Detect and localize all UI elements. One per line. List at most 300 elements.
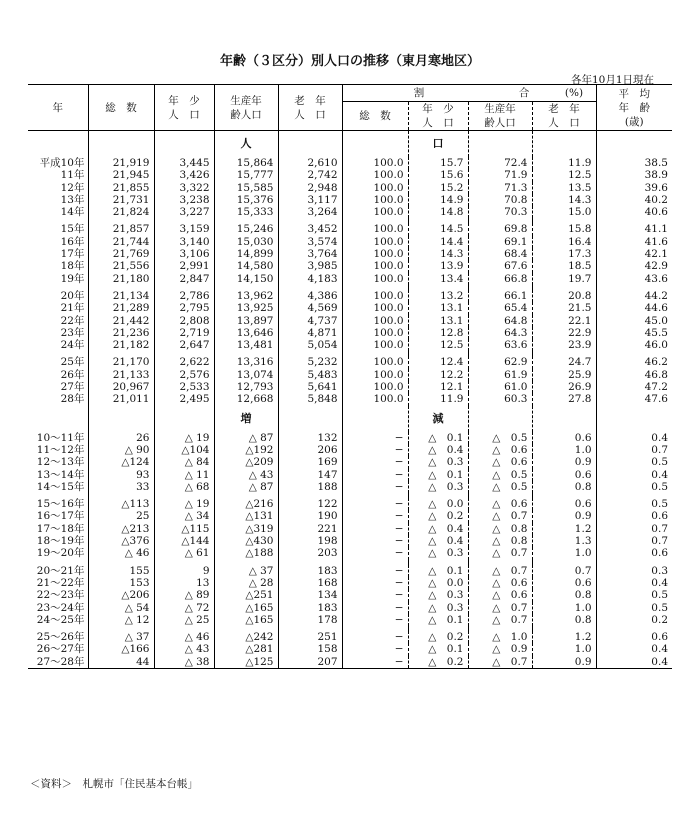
table-cell: 45.5	[596, 327, 672, 339]
row-year-label: 25年	[60, 356, 85, 369]
table-cell: 42.9	[596, 260, 672, 272]
table-cell: △ 11	[154, 469, 214, 481]
change-row	[28, 565, 672, 577]
table-cell: 2,795	[154, 302, 214, 314]
table-cell: △430	[214, 535, 278, 547]
table-cell: 12.2	[408, 369, 468, 381]
table-cell: △ 0.2	[408, 631, 468, 643]
table-cell: −	[342, 432, 408, 444]
table-cell: 1.0	[532, 602, 596, 614]
change-row	[28, 469, 672, 481]
table-cell: 42.1	[596, 248, 672, 260]
table-cell: 0.6	[596, 547, 672, 559]
table-cell: 12.5	[532, 169, 596, 181]
table-cell: 11.9	[408, 393, 468, 405]
population-row	[28, 194, 672, 206]
section-label: 増	[214, 406, 278, 432]
table-cell: △ 0.5	[468, 481, 532, 493]
table-body	[28, 131, 672, 669]
table-cell: 100.0	[342, 339, 408, 351]
table-cell: 0.2	[596, 614, 672, 626]
row-year-label: 15年	[60, 223, 85, 236]
header-old	[278, 85, 342, 131]
change-row	[28, 481, 672, 493]
change-row	[28, 631, 672, 643]
header-ratio-young-line2: 人 口	[422, 117, 454, 129]
row-year-label: 18～19年	[36, 535, 85, 548]
table-cell: 153	[88, 577, 154, 589]
table-cell: 21,744	[88, 236, 154, 248]
table-cell: 13.1	[408, 302, 468, 314]
table-cell: △ 1.0	[468, 631, 532, 643]
population-row	[28, 381, 672, 393]
table-cell: 0.5	[596, 589, 672, 601]
change-row	[28, 577, 672, 589]
table-cell: △ 37	[214, 565, 278, 577]
table-cell: 0.5	[596, 481, 672, 493]
table-cell: △ 0.3	[408, 456, 468, 468]
table-cell: 25.9	[532, 369, 596, 381]
row-year-label: 28年	[60, 393, 85, 406]
table-cell: 100.0	[342, 356, 408, 368]
table-cell: 43.6	[596, 273, 672, 285]
table-cell: △ 68	[154, 481, 214, 493]
table-cell: 100.0	[342, 182, 408, 194]
table-cell: △242	[214, 631, 278, 643]
header-ratio-young-line1: 年 少	[422, 103, 454, 115]
table-cell: 4,871	[278, 327, 342, 339]
table-cell: −	[342, 523, 408, 535]
table-cell: 4,386	[278, 290, 342, 302]
table-cell: △ 0.2	[408, 510, 468, 522]
table-cell: 0.7	[596, 523, 672, 535]
table-cell: △ 0.1	[408, 432, 468, 444]
table-cell: 21,133	[88, 369, 154, 381]
table-cell: 1.2	[532, 523, 596, 535]
table-cell: 3,426	[154, 169, 214, 181]
header-ratio-old-line2: 人 口	[548, 117, 580, 129]
table-cell: △ 89	[154, 589, 214, 601]
table-cell: 183	[278, 565, 342, 577]
table-cell: 3,238	[154, 194, 214, 206]
table-cell: △ 0.0	[408, 498, 468, 510]
table-cell: 21,236	[88, 327, 154, 339]
table-cell: 2,719	[154, 327, 214, 339]
header-ratio-old	[532, 102, 596, 131]
table-cell: 0.6	[532, 498, 596, 510]
table-cell: 15,777	[214, 169, 278, 181]
row-year-label: 15～16年	[36, 498, 85, 511]
table-cell: △104	[154, 444, 214, 456]
population-row	[28, 327, 672, 339]
table-cell: 2,786	[154, 290, 214, 302]
table-cell: △ 0.7	[468, 656, 532, 669]
population-row	[28, 157, 672, 169]
change-row	[28, 510, 672, 522]
row-year-label: 12～13年	[36, 456, 85, 469]
table-cell: 21,134	[88, 290, 154, 302]
table-cell: 15,030	[214, 236, 278, 248]
table-cell: 41.6	[596, 236, 672, 248]
header-avg-line2: 年 齢	[618, 101, 650, 114]
table-cell: 15,333	[214, 206, 278, 218]
table-cell: 0.5	[596, 602, 672, 614]
table-cell: 15,376	[214, 194, 278, 206]
section-label: 人	[214, 131, 278, 158]
table-cell: 40.6	[596, 206, 672, 218]
table-cell: 13.4	[408, 273, 468, 285]
table-cell: 100.0	[342, 290, 408, 302]
table-cell: △ 46	[88, 547, 154, 559]
table-cell: 12,668	[214, 393, 278, 405]
table-cell: △ 0.6	[468, 589, 532, 601]
table-cell: 45.0	[596, 315, 672, 327]
population-table	[28, 84, 672, 669]
source-note: ＜資料＞ 札幌市「住民基本台帳」	[30, 778, 198, 790]
table-cell: 46.8	[596, 369, 672, 381]
table-cell: 14.5	[408, 223, 468, 235]
table-cell: △ 43	[154, 643, 214, 655]
table-cell: △ 0.4	[408, 523, 468, 535]
table-cell: 13,646	[214, 327, 278, 339]
table-cell: 3,159	[154, 223, 214, 235]
table-cell: 100.0	[342, 302, 408, 314]
header-ratio-working	[468, 102, 532, 131]
header-working-line1: 生産年	[230, 94, 262, 107]
table-cell: 2,622	[154, 356, 214, 368]
table-cell: 100.0	[342, 327, 408, 339]
table-cell: 21,919	[88, 157, 154, 169]
table-cell: 13,316	[214, 356, 278, 368]
change-row	[28, 656, 672, 669]
row-year-label: 20年	[60, 289, 85, 302]
header-working-line2: 齢人口	[230, 108, 262, 121]
table-cell: △319	[214, 523, 278, 535]
table-cell: 21,289	[88, 302, 154, 314]
table-cell: △213	[88, 523, 154, 535]
table-cell: 33	[88, 481, 154, 493]
table-cell: 21,857	[88, 223, 154, 235]
table-cell: 14.9	[408, 194, 468, 206]
table-cell: 0.6	[596, 631, 672, 643]
table-cell: 44	[88, 656, 154, 669]
table-cell: 2,847	[154, 273, 214, 285]
row-year-label: 17～18年	[36, 522, 85, 535]
table-cell: 15.7	[408, 157, 468, 169]
table-cell: △ 0.8	[468, 535, 532, 547]
header-young-line1: 年 少	[168, 94, 200, 107]
table-cell: △ 61	[154, 547, 214, 559]
change-row	[28, 456, 672, 468]
table-cell: 41.1	[596, 223, 672, 235]
population-row	[28, 356, 672, 368]
table-cell: 40.2	[596, 194, 672, 206]
table-cell: △ 0.5	[468, 432, 532, 444]
table-cell: 21,170	[88, 356, 154, 368]
table-cell: △ 25	[154, 614, 214, 626]
table-cell: 0.6	[596, 510, 672, 522]
table-cell: △ 84	[154, 456, 214, 468]
table-cell: 69.1	[468, 236, 532, 248]
table-cell: △ 0.1	[408, 469, 468, 481]
header-old-line2: 人 口	[294, 108, 326, 121]
row-year-label: 26年	[60, 368, 85, 381]
table-cell: △188	[214, 547, 278, 559]
table-cell: 69.8	[468, 223, 532, 235]
table-cell: 15,246	[214, 223, 278, 235]
table-cell: △ 0.7	[468, 547, 532, 559]
table-cell: 1.0	[532, 444, 596, 456]
change-row	[28, 602, 672, 614]
table-cell: 0.6	[532, 577, 596, 589]
table-cell: 3,452	[278, 223, 342, 235]
table-cell: △ 0.3	[408, 481, 468, 493]
table-cell: 46.0	[596, 339, 672, 351]
row-year-label: 16年	[60, 235, 85, 248]
table-cell: △192	[214, 444, 278, 456]
table-cell: △ 0.1	[408, 614, 468, 626]
section-change	[28, 406, 672, 432]
table-cell: 3,106	[154, 248, 214, 260]
table-cell: △ 87	[214, 432, 278, 444]
header-ratio-char1: 割	[413, 87, 425, 99]
table-cell: 21,442	[88, 315, 154, 327]
table-cell: 100.0	[342, 169, 408, 181]
header-avg-line1: 平 均	[618, 87, 650, 100]
table-cell: −	[342, 656, 408, 669]
table-cell: −	[342, 602, 408, 614]
header-ratio-working-line1: 生産年	[484, 103, 516, 115]
table-cell: −	[342, 614, 408, 626]
population-row	[28, 315, 672, 327]
table-cell: △ 0.9	[468, 643, 532, 655]
table-cell: △ 38	[154, 656, 214, 669]
table-cell: 16.4	[532, 236, 596, 248]
header-avg-line3: (歳)	[624, 115, 644, 128]
header-working	[214, 85, 278, 131]
table-cell: 3,117	[278, 194, 342, 206]
table-cell: 21,824	[88, 206, 154, 218]
header-ratio-young	[408, 102, 468, 131]
change-row	[28, 432, 672, 444]
table-cell: −	[342, 456, 408, 468]
table-cell: △ 43	[214, 469, 278, 481]
table-cell: 0.4	[596, 432, 672, 444]
header-year: 年	[28, 85, 88, 131]
population-row	[28, 369, 672, 381]
table-cell: 0.8	[532, 589, 596, 601]
table-cell: 19.7	[532, 273, 596, 285]
table-cell: 21,180	[88, 273, 154, 285]
table-cell: 0.7	[596, 535, 672, 547]
table-cell: 168	[278, 577, 342, 589]
row-year-label: 12年	[60, 181, 85, 194]
table-cell: 5,848	[278, 393, 342, 405]
table-cell: 20,967	[88, 381, 154, 393]
table-cell: 0.3	[596, 565, 672, 577]
table-cell: 26.9	[532, 381, 596, 393]
row-year-label: 平成10年	[39, 157, 85, 169]
table-cell: △281	[214, 643, 278, 655]
table-cell: 2,991	[154, 260, 214, 272]
table-cell: △ 12	[88, 614, 154, 626]
table-cell: △ 54	[88, 602, 154, 614]
table-cell: 13.9	[408, 260, 468, 272]
table-cell: 2,647	[154, 339, 214, 351]
table-cell: 0.8	[532, 481, 596, 493]
table-cell: 0.8	[532, 614, 596, 626]
table-cell: 100.0	[342, 393, 408, 405]
table-cell: 0.9	[532, 456, 596, 468]
table-cell: 178	[278, 614, 342, 626]
row-year-label: 11年	[60, 169, 85, 182]
table-cell: △ 0.1	[408, 565, 468, 577]
change-row	[28, 643, 672, 655]
population-row	[28, 206, 672, 218]
row-year-label: 14～15年	[36, 480, 85, 493]
table-cell: 0.4	[596, 577, 672, 589]
table-cell: 66.1	[468, 290, 532, 302]
row-year-label: 27～28年	[28, 656, 88, 669]
table-cell: 1.3	[532, 535, 596, 547]
table-cell: 100.0	[342, 381, 408, 393]
table-cell: 3,140	[154, 236, 214, 248]
table-cell: 100.0	[342, 315, 408, 327]
table-cell: 1.2	[532, 631, 596, 643]
table-cell: −	[342, 631, 408, 643]
table-cell: 18.5	[532, 260, 596, 272]
table-cell: 13	[154, 577, 214, 589]
table-cell: △ 0.4	[408, 444, 468, 456]
row-year-label: 19年	[60, 272, 85, 285]
table-cell: 134	[278, 589, 342, 601]
table-cell: −	[342, 565, 408, 577]
table-cell: −	[342, 444, 408, 456]
table-cell: 169	[278, 456, 342, 468]
table-cell: △ 0.7	[468, 510, 532, 522]
table-cell: 21,855	[88, 182, 154, 194]
table-cell: −	[342, 577, 408, 589]
table-cell: △ 0.7	[468, 602, 532, 614]
table-cell: 183	[278, 602, 342, 614]
table-cell: 0.7	[532, 565, 596, 577]
table-cell: 71.9	[468, 169, 532, 181]
table-cell: 203	[278, 547, 342, 559]
table-cell: 2,610	[278, 157, 342, 169]
table-cell: 60.3	[468, 393, 532, 405]
table-cell: 68.4	[468, 248, 532, 260]
header-ratio-char2: 合	[518, 87, 530, 99]
table-cell: 72.4	[468, 157, 532, 169]
section-label: 口	[408, 131, 468, 158]
table-cell: 65.4	[468, 302, 532, 314]
table-cell: 21,945	[88, 169, 154, 181]
row-year-label: 22～23年	[36, 589, 85, 602]
table-cell: 132	[278, 432, 342, 444]
table-cell: △124	[88, 456, 154, 468]
table-cell: 4,737	[278, 315, 342, 327]
table-cell: △ 0.2	[408, 656, 468, 669]
page-title: 年齢（３区分）別人口の推移（東月寒地区）	[219, 54, 480, 69]
table-cell: 22.1	[532, 315, 596, 327]
table-cell: 70.8	[468, 194, 532, 206]
table-cell: △216	[214, 498, 278, 510]
table-cell: 13,074	[214, 369, 278, 381]
table-cell: 147	[278, 469, 342, 481]
table-cell: △ 19	[154, 498, 214, 510]
change-row	[28, 614, 672, 626]
table-cell: △209	[214, 456, 278, 468]
table-cell: 21,556	[88, 260, 154, 272]
table-cell: 2,948	[278, 182, 342, 194]
table-cell: △206	[88, 589, 154, 601]
table-cell: 5,483	[278, 369, 342, 381]
table-cell: 0.6	[532, 469, 596, 481]
table-cell: △165	[214, 614, 278, 626]
population-row	[28, 273, 672, 285]
row-year-label: 20～21年	[36, 564, 85, 577]
table-cell: 0.4	[596, 469, 672, 481]
table-cell: 14.3	[408, 248, 468, 260]
table-cell: 62.9	[468, 356, 532, 368]
header-ratio-group	[342, 85, 596, 102]
table-cell: △ 0.4	[408, 535, 468, 547]
table-cell: 100.0	[342, 248, 408, 260]
table-cell: 5,232	[278, 356, 342, 368]
header-ratio-unit: (%)	[564, 87, 584, 99]
table-cell: −	[342, 510, 408, 522]
table-cell: 25	[88, 510, 154, 522]
table-cell: △ 0.7	[468, 614, 532, 626]
table-cell: 122	[278, 498, 342, 510]
change-row	[28, 535, 672, 547]
table-cell: 12.8	[408, 327, 468, 339]
table-cell: 23.9	[532, 339, 596, 351]
section-population	[28, 131, 672, 158]
row-year-label: 21年	[60, 302, 85, 315]
table-cell: 13,925	[214, 302, 278, 314]
table-cell: △ 0.3	[408, 547, 468, 559]
header-ratio-total: 総 数	[342, 102, 408, 131]
table-cell: △251	[214, 589, 278, 601]
row-year-label: 24～25年	[36, 613, 85, 626]
row-year-label: 13～14年	[36, 468, 85, 481]
table-cell: 221	[278, 523, 342, 535]
table-cell: 9	[154, 565, 214, 577]
row-year-label: 26～27年	[36, 643, 85, 656]
table-cell: 67.6	[468, 260, 532, 272]
population-row	[28, 290, 672, 302]
table-cell: 93	[88, 469, 154, 481]
table-cell: △ 0.6	[468, 444, 532, 456]
table-cell: 71.3	[468, 182, 532, 194]
table-cell: 155	[88, 565, 154, 577]
row-year-label: 23年	[60, 326, 85, 339]
table-cell: △131	[214, 510, 278, 522]
row-year-label: 24年	[60, 339, 85, 352]
table-cell: △ 0.6	[468, 577, 532, 589]
table-cell: 44.2	[596, 290, 672, 302]
population-row	[28, 236, 672, 248]
table-cell: △165	[214, 602, 278, 614]
table-cell: 100.0	[342, 236, 408, 248]
table-cell: 251	[278, 631, 342, 643]
population-row	[28, 223, 672, 235]
table-cell: 0.9	[532, 510, 596, 522]
table-cell: 63.6	[468, 339, 532, 351]
table-cell: 47.2	[596, 381, 672, 393]
table-cell: 3,322	[154, 182, 214, 194]
